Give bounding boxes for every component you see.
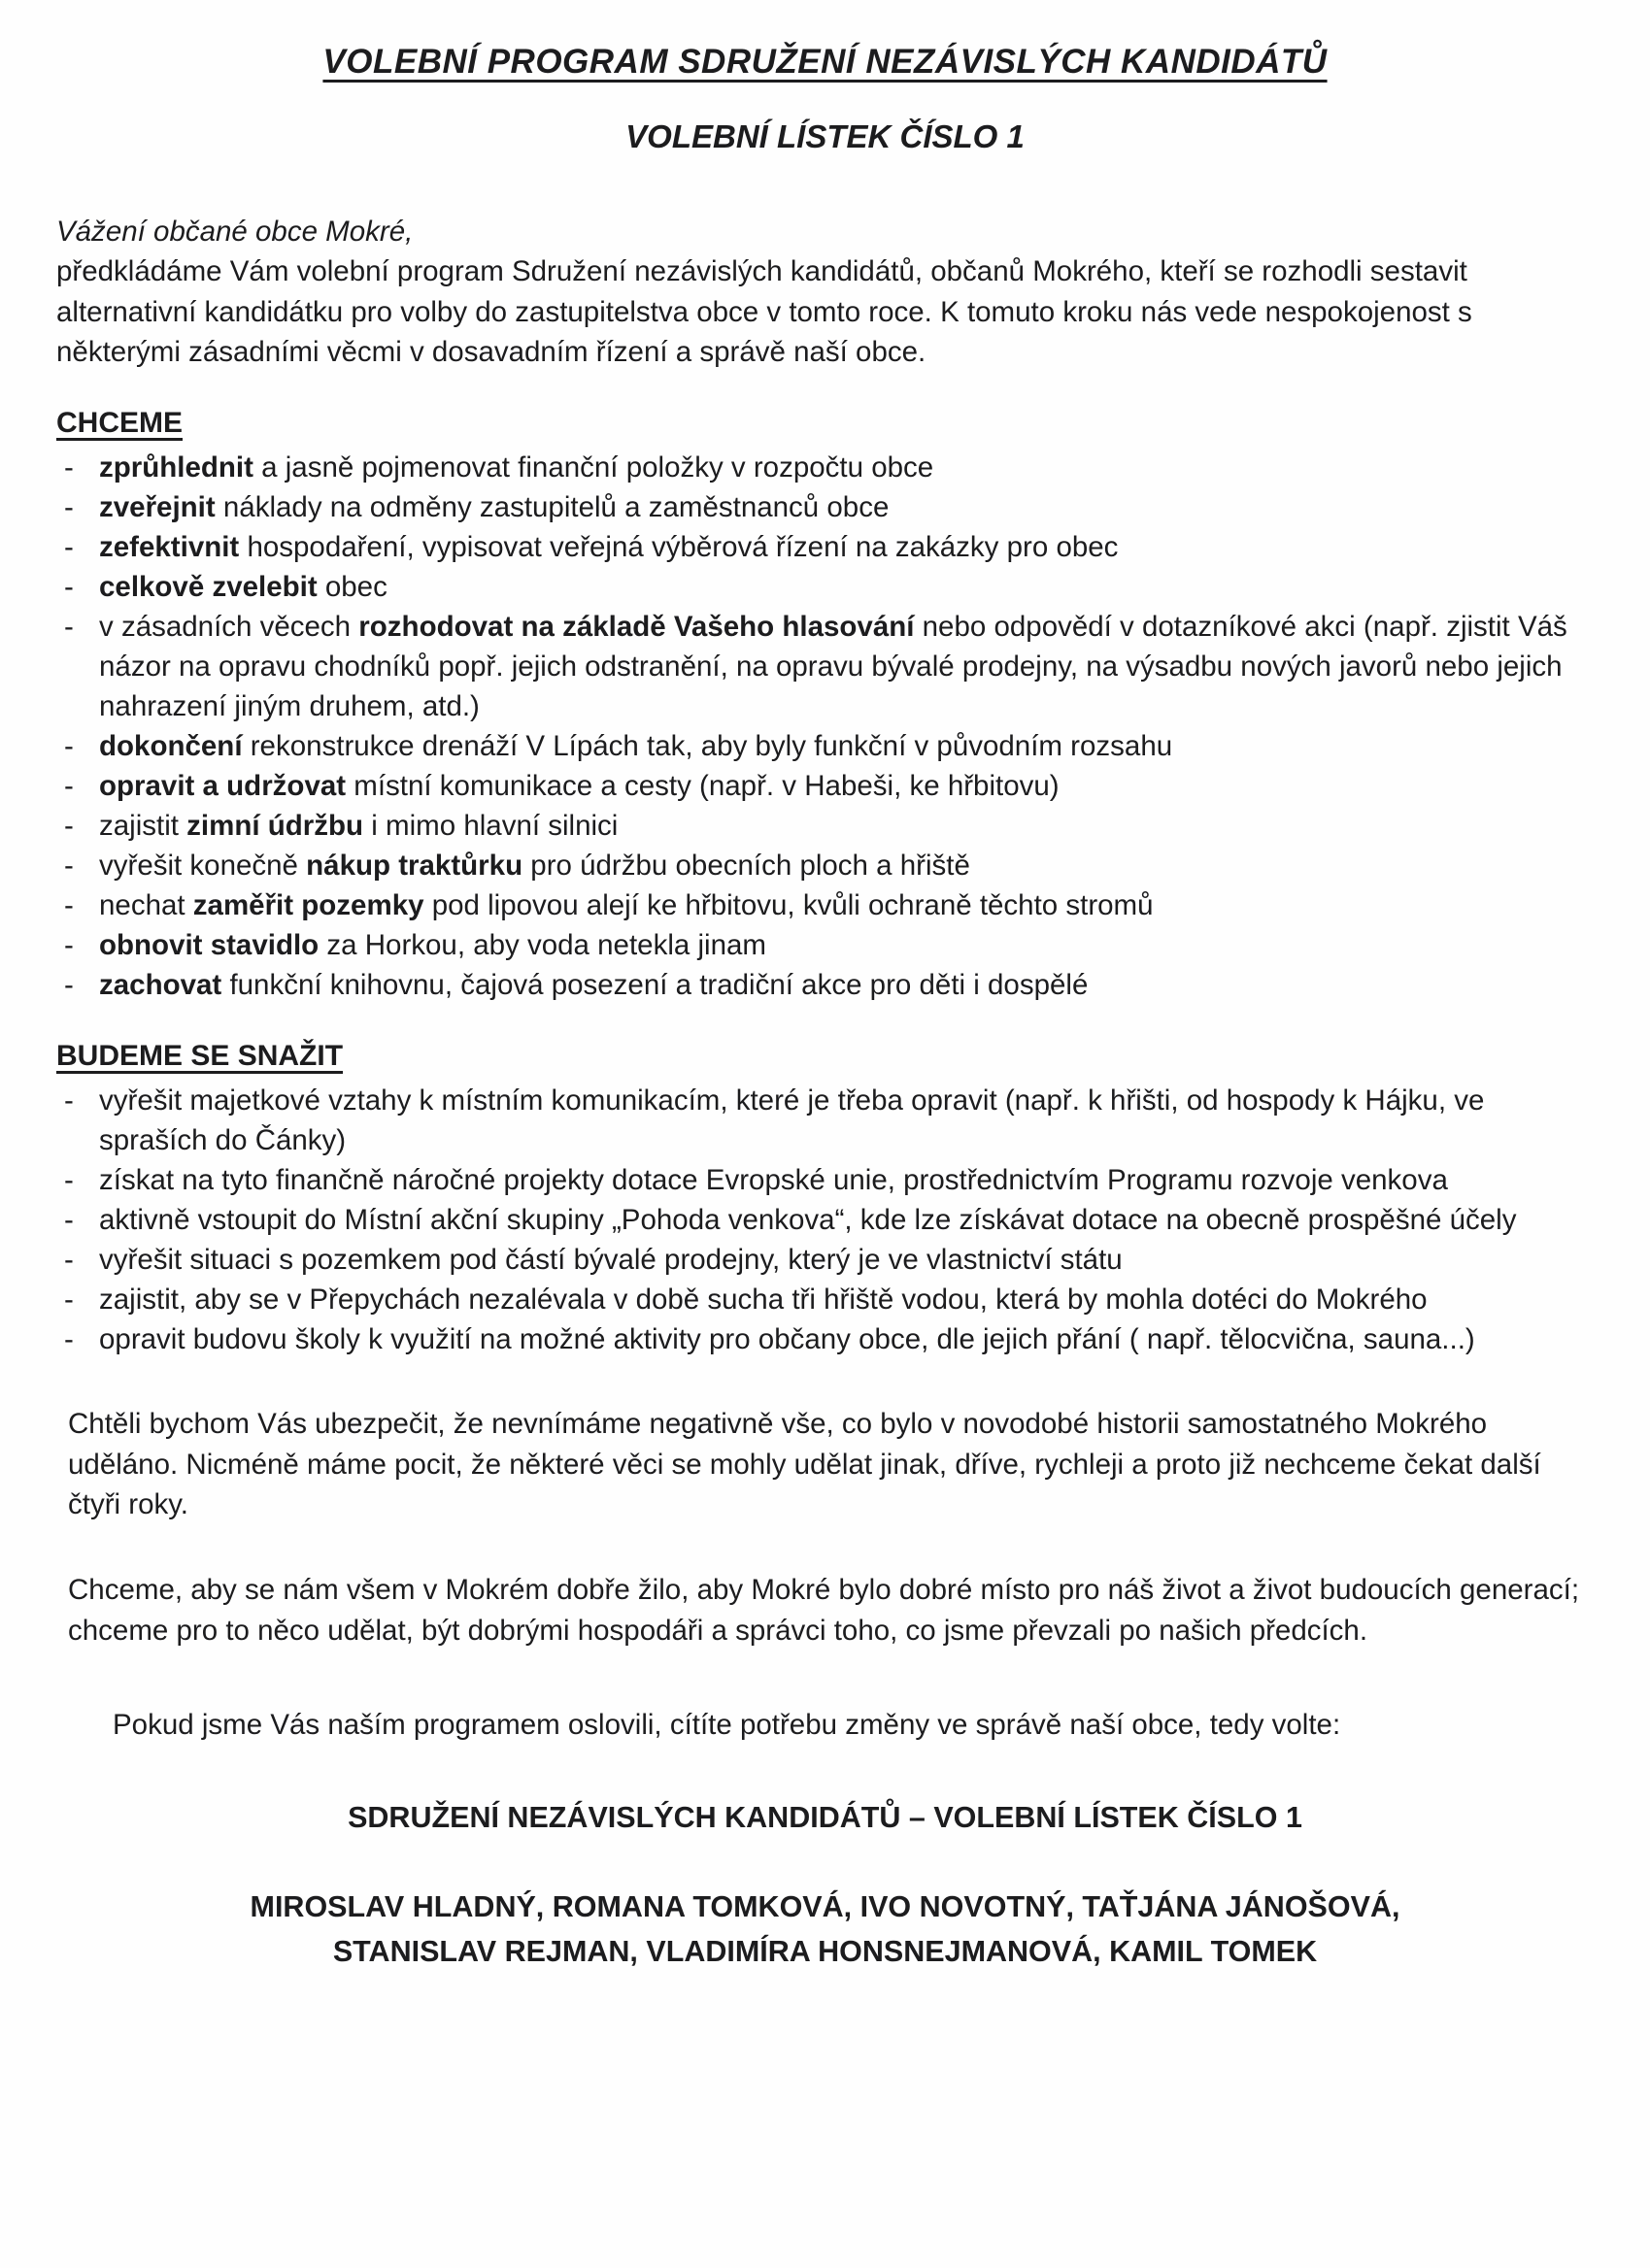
list-item-text: aktivně vstoupit do Místní akční skupiny „Pohoda venkova“, kde lze získávat dotace na obecně prospěšné účely <box>99 1204 1517 1237</box>
list-item-text: opravit budovu školy k využití na možné aktivity pro občany obce, dle jejich přání ( např. tělocvična, sauna...) <box>99 1323 1475 1356</box>
list-item <box>56 965 1594 1005</box>
vote-line: SDRUŽENÍ NEZÁVISLÝCH KANDIDÁTŮ – VOLEBNÍ LÍSTEK ČÍSLO 1 <box>348 1801 1302 1835</box>
list-item-text: vyřešit situaci s pozemkem pod částí bývalé prodejny, který je ve vlastnictví státu <box>99 1244 1123 1277</box>
section-chceme-heading: CHCEME <box>56 407 184 440</box>
bullet-dash: - <box>64 1323 74 1356</box>
list-item <box>56 1319 1594 1359</box>
bullet-dash: - <box>64 1204 74 1237</box>
section-chceme <box>56 407 1594 1005</box>
list-item <box>56 1200 1594 1240</box>
list-item-text: zajistit, aby se v Přepychách nezalévala v době sucha tři hřiště vodou, která by mohla dotéci do Mokrého <box>99 1284 1428 1317</box>
document-title: VOLEBNÍ PROGRAM SDRUŽENÍ NEZÁVISLÝCH KANDIDÁTŮ <box>322 43 1328 81</box>
list-item <box>56 607 1594 726</box>
section-budeme-heading: BUDEME SE SNAŽIT <box>56 1040 344 1073</box>
candidates-line-2: STANISLAV REJMAN, VLADIMÍRA HONSNEJMANOVÁ, KAMIL TOMEK <box>332 1935 1318 1969</box>
list-item <box>56 487 1594 527</box>
closing-paragraph-2: Chceme, aby se nám všem v Mokrém dobře žilo, aby Mokré bylo dobré místo pro náš život a život budoucích generací; chceme pro to něco udělat, být dobrými hospodáři a správci toho, co jsme převzali po našich předcích. <box>68 1573 1580 1647</box>
list-item-text: zefektivnit hospodaření, vypisovat veřejná výběrová řízení na zakázky pro obec <box>99 531 1119 564</box>
list-item-text: opravit a udržovat místní komunikace a cesty (např. v Habeši, ke hřbitovu) <box>99 770 1060 803</box>
bullet-dash: - <box>64 969 74 1002</box>
bullet-dash: - <box>64 1284 74 1317</box>
list-item <box>56 1160 1594 1200</box>
section-budeme-list <box>56 1081 1594 1359</box>
candidates-block <box>56 1885 1594 1975</box>
list-item-text: obnovit stavidlo za Horkou, aby voda netekla jinam <box>99 929 766 962</box>
list-item-text: zachovat funkční knihovnu, čajová posezení a tradiční akce pro děti i dospělé <box>99 969 1089 1002</box>
candidates-line-1: MIROSLAV HLADNÝ, ROMANA TOMKOVÁ, IVO NOVOTNÝ, TAŤJÁNA JÁNOŠOVÁ, <box>250 1890 1400 1924</box>
bullet-dash: - <box>64 571 74 604</box>
list-item <box>56 1081 1594 1160</box>
list-item <box>56 846 1594 885</box>
list-item <box>56 726 1594 766</box>
list-item <box>56 527 1594 567</box>
list-item <box>56 1240 1594 1280</box>
document-subtitle: VOLEBNÍ LÍSTEK ČÍSLO 1 <box>625 118 1025 154</box>
list-item <box>56 1280 1594 1319</box>
list-item-text: vyřešit konečně nákup traktůrku pro údržbu obecních ploch a hřiště <box>99 850 970 883</box>
section-budeme-se-snazit <box>56 1040 1594 1359</box>
list-item <box>56 448 1594 487</box>
bullet-dash: - <box>64 491 74 524</box>
intro-text: předkládáme Vám volební program Sdružení nezávislých kandidátů, občanů Mokrého, kteří se rozhodli sestavit alternativní kandidátku pro volby do zastupitelstva obce v tomto roce. K tomuto kroku nás vede nespokojenost s některými zásadními věcmi v dosavadním řízení a správě naší obce. <box>56 255 1472 368</box>
salutation: Vážení občané obce Mokré, <box>56 216 414 248</box>
intro-paragraph <box>56 212 1594 372</box>
bullet-dash: - <box>64 810 74 843</box>
closing-paragraph-1: Chtěli bychom Vás ubezpečit, že nevnímáme negativně vše, co bylo v novodobé historii samostatného Mokrého uděláno. Nicméně máme pocit, že některé věci se mohly udělat jinak, dříve, rychleji a proto již nechceme čekat další čtyři roky. <box>68 1408 1541 1521</box>
bullet-dash: - <box>64 850 74 883</box>
bullet-dash: - <box>64 1084 74 1117</box>
bullet-dash: - <box>64 770 74 803</box>
list-item-text: vyřešit majetkové vztahy k místním komunikacím, které je třeba opravit (např. k hřišti, od hospody k Hájku, ve spraších do Čánky) <box>99 1084 1485 1157</box>
list-item <box>56 567 1594 607</box>
bullet-dash: - <box>64 611 74 644</box>
list-item <box>56 806 1594 846</box>
list-item <box>56 766 1594 806</box>
bullet-dash: - <box>64 1164 74 1197</box>
list-item <box>56 925 1594 965</box>
list-item-text: nechat zaměřit pozemky pod lipovou alejí ke hřbitovu, kvůli ochraně těchto stromů <box>99 889 1154 922</box>
list-item-text: v zásadních věcech rozhodovat na základě Vašeho hlasování nebo odpovědí v dotazníkové akci (např. zjistit Váš názor na opravu chodníků popř. jejich odstranění, na opravu bývalé prodejny, na výsadbu nových javorů nebo jejich nahrazení jiným druhem, atd.) <box>99 611 1567 723</box>
list-item-text: zajistit zimní údržbu i mimo hlavní silnici <box>99 810 619 843</box>
list-item-text: celkově zvelebit obec <box>99 571 387 604</box>
bullet-dash: - <box>64 730 74 763</box>
list-item <box>56 885 1594 925</box>
list-item-text: dokončení rekonstrukce drenáží V Lípách tak, aby byly funkční v původním rozsahu <box>99 730 1173 763</box>
list-item-text: zveřejnit náklady na odměny zastupitelů a zaměstnanců obce <box>99 491 890 524</box>
bullet-dash: - <box>64 1244 74 1277</box>
bullet-dash: - <box>64 531 74 564</box>
bullet-dash: - <box>64 451 74 484</box>
list-item-text: získat na tyto finančně náročné projekty dotace Evropské unie, prostřednictvím Programu rozvoje venkova <box>99 1164 1448 1197</box>
bullet-dash: - <box>64 889 74 922</box>
list-item-text: zprůhlednit a jasně pojmenovat finanční položky v rozpočtu obce <box>99 451 934 484</box>
call-to-action: Pokud jsme Vás naším programem oslovili, cítíte potřebu změny ve správě naší obce, tedy volte: <box>113 1709 1341 1742</box>
bullet-dash: - <box>64 929 74 962</box>
section-chceme-list <box>56 448 1594 1005</box>
